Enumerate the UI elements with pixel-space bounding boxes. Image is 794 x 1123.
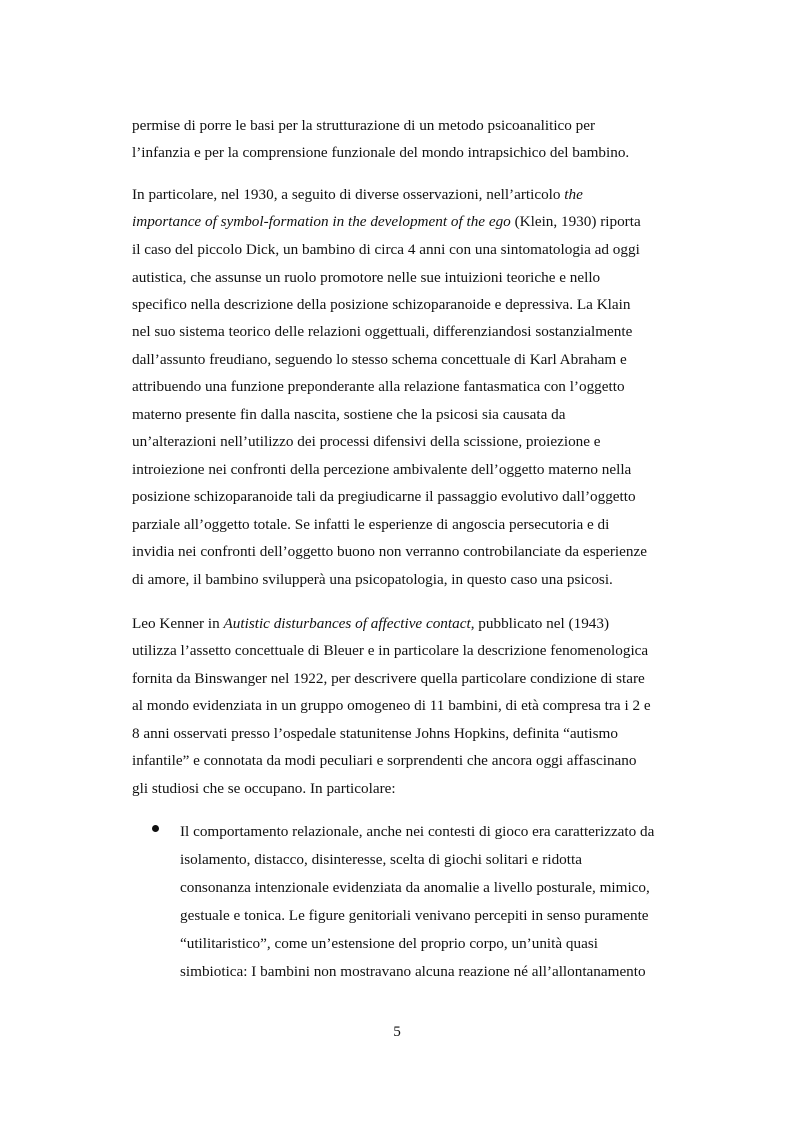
paragraph-3-line-3: fornita da Binswanger nel 1922, per descrivere quella particolare condizione di stare bbox=[132, 670, 645, 687]
bullet-1-line-6: simbiotica: I bambini non mostravano alcuna reazione né all’allontanamento bbox=[180, 963, 646, 980]
article-title: importance of symbol-formation in the development of the ego bbox=[132, 213, 511, 230]
paragraph-3-line-4: al mondo evidenziata in un gruppo omogeneo di 11 bambini, di età compresa tra i 2 e bbox=[132, 697, 651, 714]
paragraph-2-line-6: nel suo sistema teorico delle relazioni oggettuali, differenziandosi sostanzialmente bbox=[132, 323, 633, 340]
paragraph-3-text-cont: , pubblicato nel (1943) bbox=[470, 615, 610, 632]
article-title-start: the bbox=[564, 186, 583, 203]
paragraph-2-text: In particolare, nel 1930, a seguito di diverse osservazioni, nell’articolo bbox=[132, 186, 565, 203]
paragraph-2-line-7: dall’assunto freudiano, seguendo lo stesso schema concettuale di Karl Abraham e bbox=[132, 351, 627, 368]
paragraph-3-line-5: 8 anni osservati presso l’ospedale statunitense Johns Hopkins, definita “autismo bbox=[132, 725, 618, 742]
paragraph-2-line-12: posizione schizoparanoide tali da pregiudicarne il passaggio evolutivo dall’oggetto bbox=[132, 488, 636, 505]
paragraph-1-line-1: permise di porre le basi per la strutturazione di un metodo psicoanalitico per bbox=[132, 117, 596, 134]
paragraph-2-line-15: di amore, il bambino svilupperà una psicopatologia, in questo caso una psicosi. bbox=[132, 571, 613, 588]
paragraph-1-line-2: l’infanzia e per la comprensione funzionale del mondo intrapsichico del bambino. bbox=[132, 144, 630, 161]
paragraph-2-line-14: invidia nei confronti dell’oggetto buono non verranno controbilanciate da esperienze bbox=[132, 543, 647, 560]
paragraph-2-line-4: autistica, che assunse un ruolo promotore nelle sue intuizioni teoriche e nello bbox=[132, 269, 601, 286]
bullet-1-line-2: isolamento, distacco, disinteresse, scelta di giochi solitari e ridotta bbox=[180, 851, 582, 868]
paragraph-2-line-5: specifico nella descrizione della posizione schizoparanoide e depressiva. La Klain bbox=[132, 296, 631, 313]
paragraph-3-line-2: utilizza l’assetto concettuale di Bleuer e in particolare la descrizione fenomenologica bbox=[132, 642, 649, 659]
paragraph-2-line-11: introiezione nei confronti della percezione ambivalente dell’oggetto materno nella bbox=[132, 461, 632, 478]
paragraph-2-line-13: parziale all’oggetto totale. Se infatti le esperienze di angoscia persecutoria e di bbox=[132, 516, 610, 533]
paragraph-2-line-3: il caso del piccolo Dick, un bambino di circa 4 anni con una sintomatologia ad oggi bbox=[132, 241, 640, 258]
bullet-1-line-5: “utilitaristico”, come un’estensione del proprio corpo, un’unità quasi bbox=[180, 935, 598, 952]
kanner-article-title: Autistic disturbances of affective contact bbox=[223, 615, 471, 632]
paragraph-2-line-10: un’alterazioni nell’utilizzo dei processi difensivi della scissione, proiezione e bbox=[132, 433, 601, 450]
paragraph-2-line-8: attribuendo una funzione preponderante alla relazione fantasmatica con l’oggetto bbox=[132, 378, 625, 395]
paragraph-3-line-6: infantile” e connotata da modi peculiari e sorprendenti che ancora oggi affascinano bbox=[132, 752, 637, 769]
paragraph-3-line-7: gli studiosi che se occupano. In particolare: bbox=[132, 780, 396, 797]
paragraph-3-text: Leo Kenner in bbox=[132, 615, 224, 632]
bullet-1-line-1: Il comportamento relazionale, anche nei contesti di gioco era caratterizzato da bbox=[180, 823, 655, 840]
paragraph-3-line-1 bbox=[132, 614, 609, 634]
bullet-icon bbox=[152, 825, 159, 832]
paragraph-2-line-2 bbox=[132, 212, 641, 232]
page-number: 5 bbox=[393, 1023, 401, 1040]
bullet-1-line-4: gestuale e tonica. Le figure genitoriali venivano percepiti in senso puramente bbox=[180, 907, 649, 924]
bullet-1-line-3: consonanza intenzionale evidenziata da anomalie a livello posturale, mimico, bbox=[180, 879, 650, 896]
paragraph-2-line-9: materno presente fin dalla nascita, sostiene che la psicosi sia causata da bbox=[132, 406, 566, 423]
citation: (Klein, 1930) riporta bbox=[510, 213, 641, 230]
paragraph-2-line-1 bbox=[132, 185, 583, 205]
